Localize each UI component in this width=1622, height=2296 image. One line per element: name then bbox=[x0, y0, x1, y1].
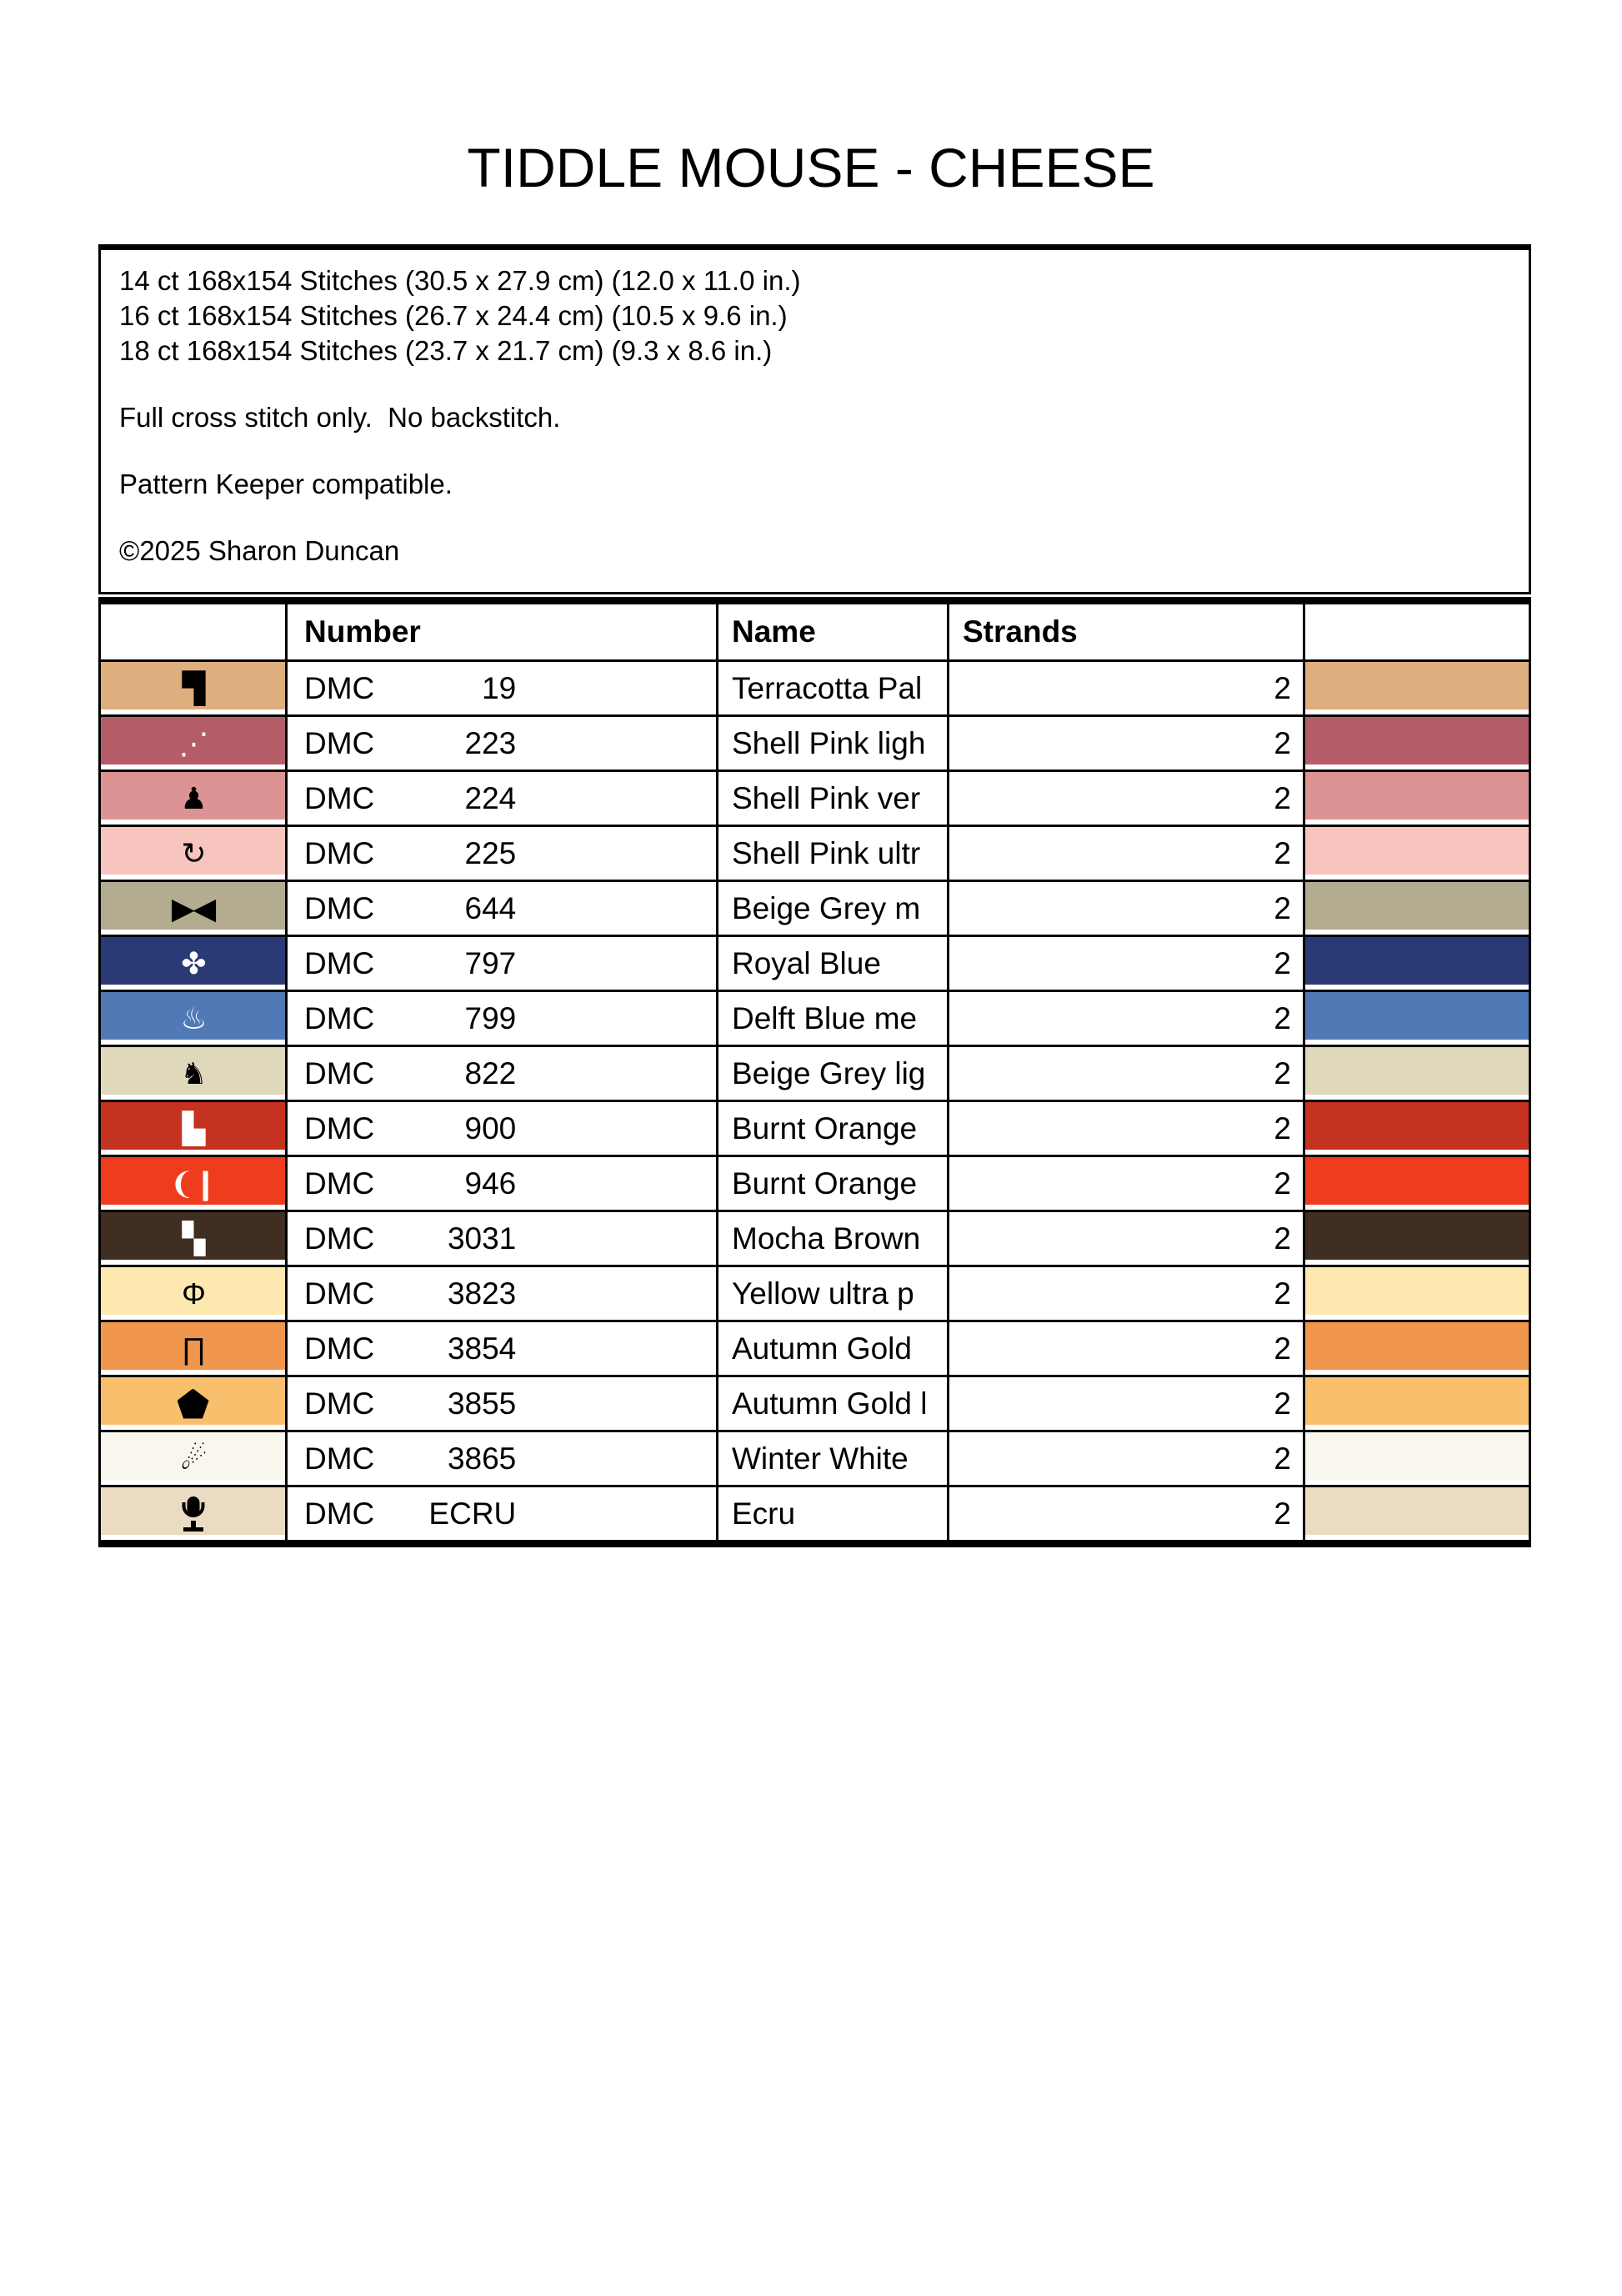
thread-name: Mocha Brown bbox=[716, 1212, 947, 1265]
hot-springs-icon: ♨ bbox=[180, 1000, 206, 1035]
legend-row bbox=[101, 1100, 1529, 1155]
strands-value: 2 bbox=[947, 1267, 1303, 1320]
number-cell bbox=[285, 1102, 716, 1155]
color-swatch bbox=[1303, 662, 1529, 714]
color-swatch bbox=[1303, 1102, 1529, 1155]
symbol-cell bbox=[101, 1102, 285, 1155]
legend-row bbox=[101, 1375, 1529, 1430]
symbol-cell bbox=[101, 1432, 285, 1485]
strands-value: 2 bbox=[947, 1322, 1303, 1375]
dmc-number: 3855 bbox=[447, 1386, 517, 1421]
color-swatch bbox=[1303, 1047, 1529, 1100]
legend-row bbox=[101, 1430, 1529, 1485]
strands-value: 2 bbox=[947, 1432, 1303, 1485]
diagonal-dots-icon: ⋰ bbox=[178, 725, 208, 760]
symbol-cell bbox=[101, 1322, 285, 1375]
number-cell bbox=[285, 717, 716, 770]
symbol-cell bbox=[101, 1157, 285, 1210]
number-cell bbox=[285, 1212, 716, 1265]
legend-rows bbox=[101, 659, 1529, 1540]
legend-row bbox=[101, 770, 1529, 825]
dmc-number: 223 bbox=[464, 725, 517, 760]
number-cell bbox=[285, 1322, 716, 1375]
color-swatch bbox=[1303, 1157, 1529, 1210]
color-swatch bbox=[1303, 1377, 1529, 1430]
brand-label: DMC bbox=[304, 1110, 375, 1145]
legend-header-row bbox=[101, 604, 1529, 659]
page-title: TIDDLE MOUSE - CHEESE bbox=[467, 137, 1155, 198]
brand-label: DMC bbox=[304, 1331, 375, 1366]
legend-row bbox=[101, 1045, 1529, 1100]
microphone-icon bbox=[179, 1496, 208, 1532]
symbol-cell bbox=[101, 1487, 285, 1540]
color-swatch bbox=[1303, 1432, 1529, 1485]
number-cell bbox=[285, 1377, 716, 1430]
comet-icon: ☄ bbox=[180, 1441, 206, 1476]
thread-name: Winter White bbox=[716, 1432, 947, 1485]
symbol-cell bbox=[101, 717, 285, 770]
number-cell bbox=[285, 1487, 716, 1540]
fabric-size-lines bbox=[119, 263, 1510, 368]
thread-name: Beige Grey lig bbox=[716, 1047, 947, 1100]
dmc-number: 3031 bbox=[447, 1221, 517, 1256]
brand-label: DMC bbox=[304, 1221, 375, 1256]
strands-value: 2 bbox=[947, 1102, 1303, 1155]
dmc-number: 3823 bbox=[447, 1276, 517, 1311]
color-swatch bbox=[1303, 1267, 1529, 1320]
color-swatch bbox=[1303, 937, 1529, 990]
color-swatch bbox=[1303, 827, 1529, 880]
legend-row bbox=[101, 1155, 1529, 1210]
brand-label: DMC bbox=[304, 670, 375, 705]
legend-row bbox=[101, 1265, 1529, 1320]
dmc-number: 822 bbox=[464, 1055, 517, 1090]
brand-label: DMC bbox=[304, 1166, 375, 1201]
symbol-cell bbox=[101, 662, 285, 714]
thread-name: Burnt Orange bbox=[716, 1102, 947, 1155]
symbol-column-header bbox=[101, 604, 285, 659]
dmc-number: 946 bbox=[464, 1166, 517, 1201]
dmc-number: 644 bbox=[464, 890, 517, 925]
color-swatch bbox=[1303, 717, 1529, 770]
number-cell bbox=[285, 1432, 716, 1485]
number-cell bbox=[285, 1157, 716, 1210]
pawn-icon: ♟ bbox=[180, 780, 206, 815]
number-cell bbox=[285, 1267, 716, 1320]
floss-legend-table bbox=[98, 597, 1531, 1547]
dmc-number: 3865 bbox=[447, 1441, 517, 1476]
strands-value: 2 bbox=[947, 1487, 1303, 1540]
four-petal-icon: ✤ bbox=[181, 945, 205, 980]
strands-value: 2 bbox=[947, 1377, 1303, 1430]
color-swatch bbox=[1303, 1487, 1529, 1540]
size-line-16ct: 16 ct 168x154 Stitches (26.7 x 24.4 cm) (10.5 x 9.6 in.) bbox=[119, 300, 788, 331]
symbol-cell bbox=[101, 1047, 285, 1100]
diagonal-squares-icon: ▚ bbox=[182, 1221, 204, 1256]
compatibility-note: Pattern Keeper compatible. bbox=[119, 469, 453, 499]
color-swatch bbox=[1303, 882, 1529, 935]
symbol-cell bbox=[101, 1267, 285, 1320]
strands-value: 2 bbox=[947, 937, 1303, 990]
legend-row bbox=[101, 1210, 1529, 1265]
dmc-number: ECRU bbox=[428, 1496, 517, 1531]
circle-lens-icon: Φ bbox=[182, 1276, 204, 1311]
number-cell bbox=[285, 772, 716, 825]
dmc-number: 3854 bbox=[447, 1331, 517, 1366]
thread-name: Shell Pink ver bbox=[716, 772, 947, 825]
stitch-note: Full cross stitch only. No backstitch. bbox=[119, 402, 561, 433]
thread-name: Ecru bbox=[716, 1487, 947, 1540]
number-cell bbox=[285, 662, 716, 714]
paren-bar-icon: ❨❙ bbox=[169, 1166, 217, 1201]
thread-name: Yellow ultra p bbox=[716, 1267, 947, 1320]
number-cell bbox=[285, 992, 716, 1045]
dmc-number: 799 bbox=[464, 1000, 517, 1035]
thread-name: Autumn Gold bbox=[716, 1322, 947, 1375]
brand-label: DMC bbox=[304, 835, 375, 870]
strands-column-header: Strands bbox=[947, 604, 1303, 659]
brand-label: DMC bbox=[304, 1000, 375, 1035]
strands-value: 2 bbox=[947, 662, 1303, 714]
legend-row bbox=[101, 659, 1529, 714]
color-swatch bbox=[1303, 1212, 1529, 1265]
number-cell bbox=[285, 937, 716, 990]
color-swatch bbox=[1303, 772, 1529, 825]
color-swatch bbox=[1303, 1322, 1529, 1375]
brand-label: DMC bbox=[304, 1055, 375, 1090]
number-cell bbox=[285, 827, 716, 880]
dmc-number: 225 bbox=[464, 835, 517, 870]
rotate-arrow-icon: ↻ bbox=[181, 835, 205, 870]
legend-row bbox=[101, 935, 1529, 990]
color-swatch bbox=[1303, 992, 1529, 1045]
strands-value: 2 bbox=[947, 1212, 1303, 1265]
size-line-14ct: 14 ct 168x154 Stitches (30.5 x 27.9 cm) (12.0 x 11.0 in.) bbox=[119, 265, 801, 296]
brand-label: DMC bbox=[304, 725, 375, 760]
l-block-icon: ▙ bbox=[182, 1110, 204, 1145]
name-column-header: Name bbox=[716, 604, 947, 659]
strands-value: 2 bbox=[947, 1047, 1303, 1100]
pattern-info-box bbox=[98, 244, 1531, 594]
brand-label: DMC bbox=[304, 945, 375, 980]
swatch-column-header bbox=[1303, 604, 1529, 659]
thread-name: Burnt Orange bbox=[716, 1157, 947, 1210]
brand-label: DMC bbox=[304, 1276, 375, 1311]
legend-row bbox=[101, 1485, 1529, 1540]
thread-name: Beige Grey m bbox=[716, 882, 947, 935]
brand-label: DMC bbox=[304, 780, 375, 815]
size-line-18ct: 18 ct 168x154 Stitches (23.7 x 21.7 cm) (9.3 x 8.6 in.) bbox=[119, 335, 773, 366]
strands-value: 2 bbox=[947, 882, 1303, 935]
brand-label: DMC bbox=[304, 890, 375, 925]
strands-value: 2 bbox=[947, 717, 1303, 770]
dmc-number: 900 bbox=[464, 1110, 517, 1145]
symbol-cell bbox=[101, 1212, 285, 1265]
strands-value: 2 bbox=[947, 992, 1303, 1045]
dmc-number: 224 bbox=[464, 780, 517, 815]
brand-label: DMC bbox=[304, 1386, 375, 1421]
strands-value: 2 bbox=[947, 1157, 1303, 1210]
thread-name: Terracotta Pal bbox=[716, 662, 947, 714]
strands-value: 2 bbox=[947, 827, 1303, 880]
legend-row bbox=[101, 1320, 1529, 1375]
legend-row bbox=[101, 714, 1529, 770]
pentagon-icon bbox=[178, 1389, 209, 1419]
thread-name: Autumn Gold l bbox=[716, 1377, 947, 1430]
symbol-cell bbox=[101, 1377, 285, 1430]
pi-frame-icon: ∏ bbox=[181, 1331, 205, 1366]
legend-row bbox=[101, 880, 1529, 935]
number-cell bbox=[285, 1047, 716, 1100]
number-cell bbox=[285, 882, 716, 935]
legend-row bbox=[101, 990, 1529, 1045]
strands-value: 2 bbox=[947, 772, 1303, 825]
corner-block-icon: ▜ bbox=[182, 670, 204, 705]
thread-name: Delft Blue me bbox=[716, 992, 947, 1045]
thread-name: Shell Pink ultr bbox=[716, 827, 947, 880]
symbol-cell bbox=[101, 992, 285, 1045]
symbol-cell bbox=[101, 882, 285, 935]
symbol-cell bbox=[101, 937, 285, 990]
symbol-cell bbox=[101, 772, 285, 825]
animal-icon: ♞ bbox=[180, 1055, 206, 1090]
symbol-cell bbox=[101, 827, 285, 880]
bowtie-icon: ▶◀ bbox=[171, 890, 215, 925]
number-column-header: Number bbox=[285, 604, 716, 659]
brand-label: DMC bbox=[304, 1496, 375, 1531]
legend-row bbox=[101, 825, 1529, 880]
brand-label: DMC bbox=[304, 1441, 375, 1476]
thread-name: Shell Pink ligh bbox=[716, 717, 947, 770]
dmc-number: 797 bbox=[464, 945, 517, 980]
thread-name: Royal Blue bbox=[716, 937, 947, 990]
dmc-number: 19 bbox=[482, 670, 517, 705]
copyright-note: ©2025 Sharon Duncan bbox=[119, 535, 400, 566]
